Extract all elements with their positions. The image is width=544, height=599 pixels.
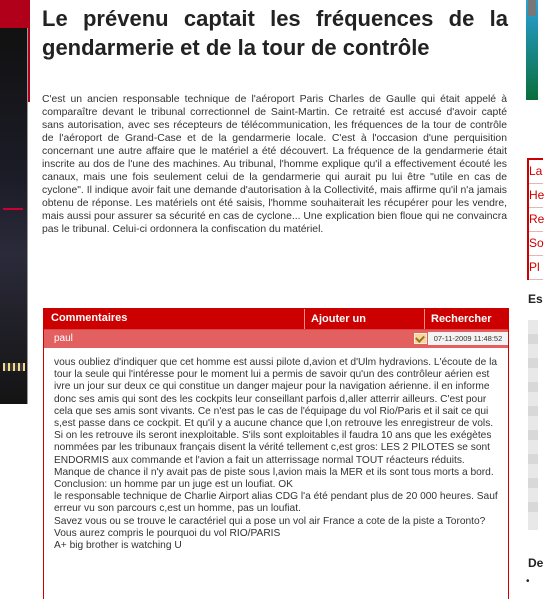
mail-icon[interactable] xyxy=(414,333,427,344)
right-link[interactable]: So xyxy=(529,232,543,256)
left-photo[interactable] xyxy=(0,28,28,404)
ad-image xyxy=(528,0,536,16)
comment-date: 07-11-2009 11:48:52 xyxy=(428,332,508,345)
comment-text: vous oubliez d'indiquer que cet homme est aussi pilote d,avion et d'Ulm hydravions. L'écoute de la tour la seule qui l'intéresse pour le moment lui a permis de savoir qu'un des contrôleur aérien est ivre un jour sur deux ce qui constitue un danger majeur pour la navigation aérienne. il en informe donc ses amis qui sont des les cockpits leur conseillant parfois d,aller atterrir ailleurs. C'est pour cela que ses amis sont vivants. Ce n'est pas le cas de l'équipage du vol Rio/Paris et il sait ce qui s,est passe dans ce cockpit. Et qu'il y a aucune chance que l,on retrouve les enregistreur de vols. Si on les retrouve ils seront inexploitable. S'ils sont exploitables il faudra 10 ans que les exégètes nommées par les tribunaux français disent la vérité tellement c,est gros: LES 2 PILOTES se sont ENDORMIS aux commande et l'avion a fait un atterrissage normal TOUT réacteurs réduits. Manque de chance il n'y avait pas de piste sous l,avion mais la MER et ils sont tous morts a bord. Conclusion: un homme par un juge est un loufiat. OK le responsable technique de Charlie Airport alias CDG l'a été pendant plus de 20 000 heures. Sauf erreur vu son parcours c,est un homme, pas un loufiat. Savez vous ou se trouve le caractériel qui a pose un vol air France a cote de la piste a Toronto? Vous aurez compris le pourquoi du vol RIO/PARIS A+ big brother is watching U xyxy=(54,357,498,552)
photo-detail xyxy=(3,363,25,371)
left-column xyxy=(0,0,30,598)
comment-author: paul xyxy=(54,333,73,344)
photo-detail xyxy=(3,208,23,210)
right-bullet: • xyxy=(526,576,530,587)
add-comment-button[interactable]: Ajouter un xyxy=(304,309,413,329)
right-section-heading: Es xyxy=(528,292,543,306)
search-comments-button[interactable]: Rechercher xyxy=(424,309,509,329)
comments-header xyxy=(44,309,508,329)
comment-author-bar xyxy=(44,329,508,348)
right-link[interactable]: La xyxy=(529,160,543,184)
right-link[interactable]: He xyxy=(529,184,543,208)
right-ad-banner[interactable] xyxy=(526,0,538,100)
comments-panel xyxy=(43,308,509,599)
comments-title: Commentaires xyxy=(51,312,128,324)
right-link[interactable]: Re xyxy=(529,208,543,232)
article-body: C'est un ancien responsable technique de l'aéroport Paris Charles de Gaulle qui était appelé à comparaître devant le tribunal correctionnel de Saint-Martin. Ce retraité est accusé d'avoir capté sans autorisation, avec ses récepteurs de télécommunication, les fréquences de la tour de contrôle de l'aéroport de Grand-Case et de la gendarmerie locale. C'est à l'occasion d'une perquisition concernant une autre affaire que le matériel a été découvert. La fréquence de la gendarmerie était inscrite au dos de l'une des machines. Au tribunal, l'homme explique qu'il a effectivement écouté les canaux, mais une fois seulement celui de la gendarmerie qui aurait pu lui être "utile en cas de cyclone". Il indique avoir fait une demande d'autorisation à la Collectivité, mais affirme qu'il n'a jamais obtenu de réponse. Les matériels ont été saisis, l'homme souhaiterait les récupérer pour les vendre, mais aussi pour assurer sa sécurité en cas de cyclone... Une explication bien floue qui ne convaincra pas le tribunal. Celui-ci ordonnera la confiscation du matériel. xyxy=(42,94,507,235)
right-section-heading-2: De xyxy=(528,556,544,570)
right-grey-panel xyxy=(528,320,538,530)
right-link-list xyxy=(527,158,543,280)
right-link[interactable]: Pl xyxy=(529,256,543,280)
article-title: Le prévenu captait les fréquences de la gendarmerie et de la tour de contrôle xyxy=(42,6,508,60)
